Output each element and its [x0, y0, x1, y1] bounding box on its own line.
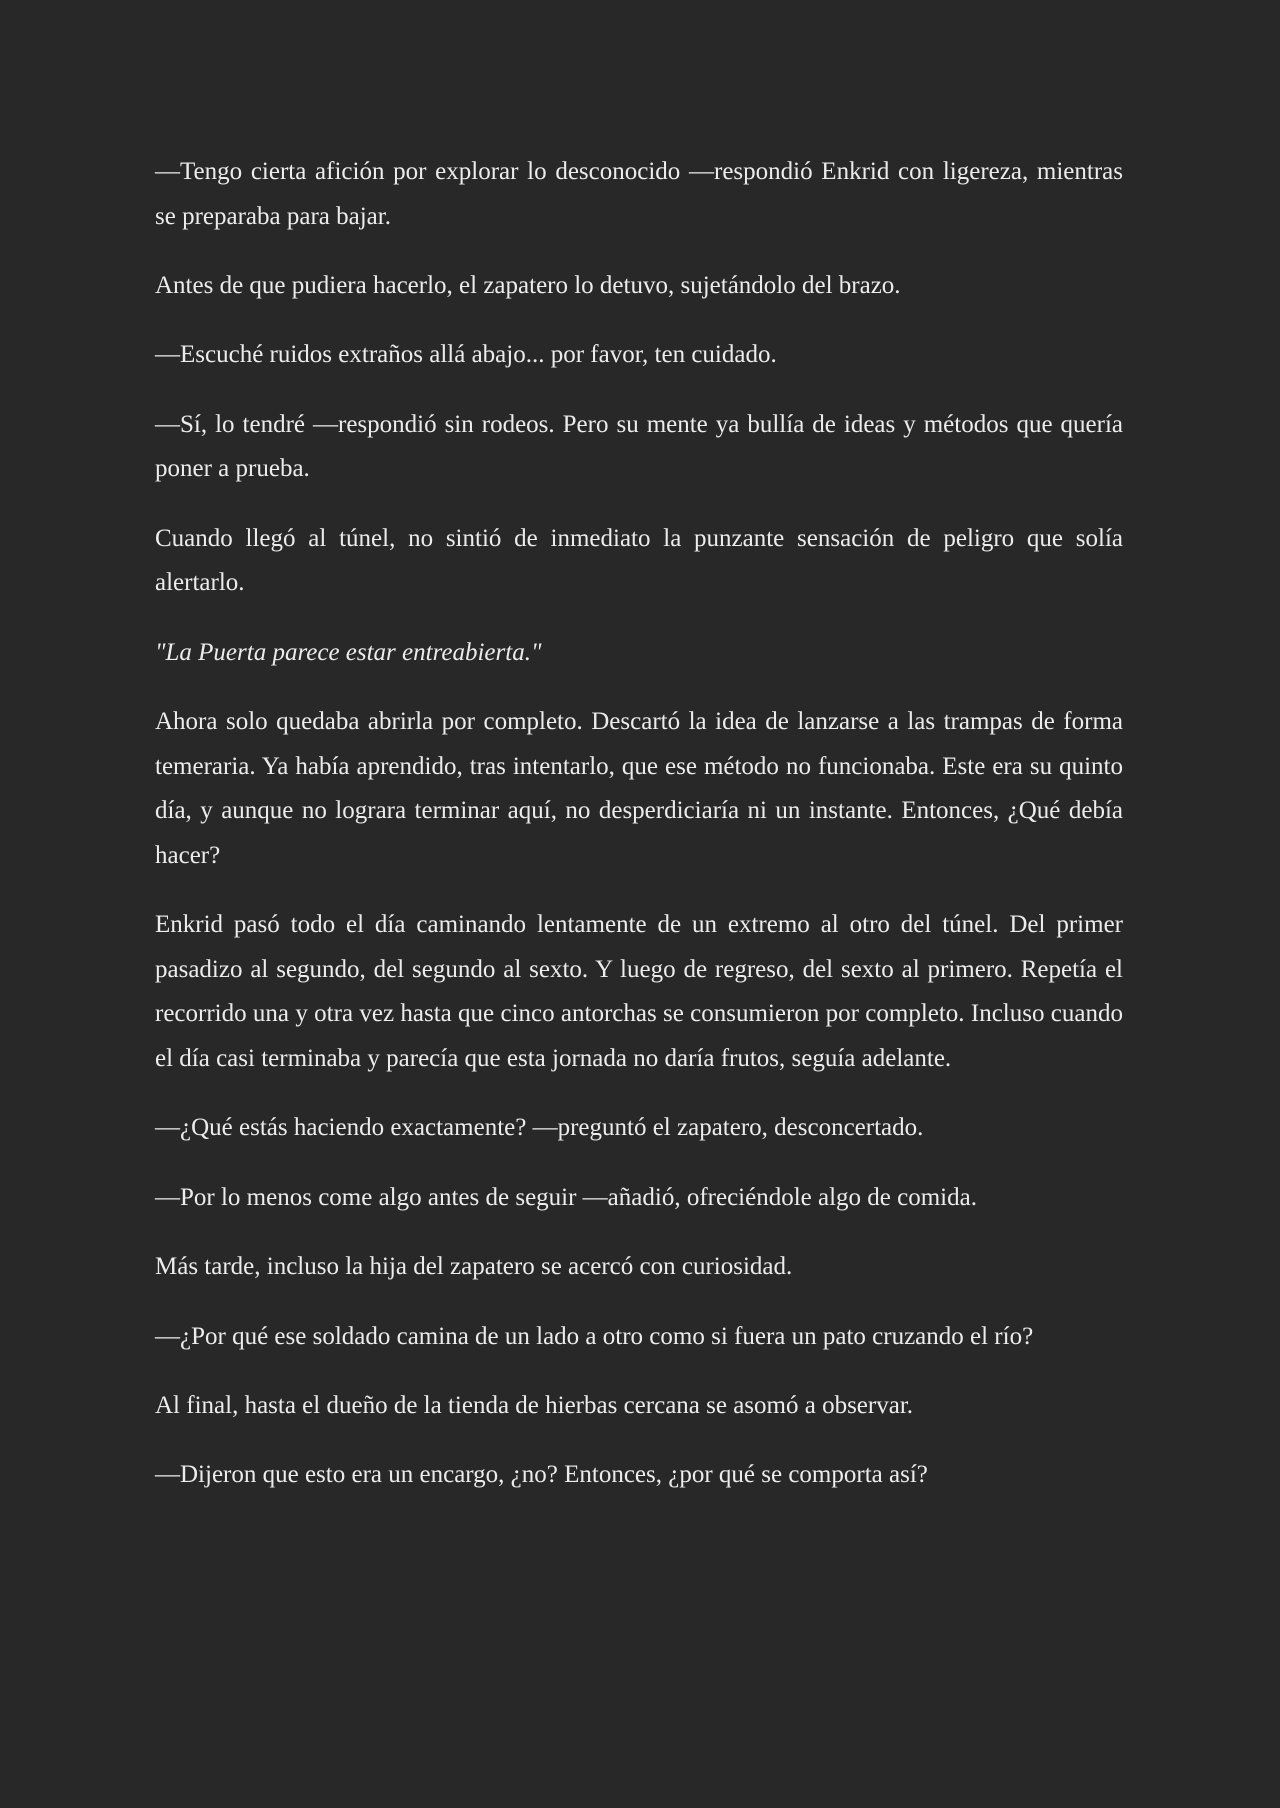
reading-pane [155, 150, 1123, 1523]
paragraph: Antes de que pudiera hacerlo, el zapatero lo detuvo, sujetándolo del brazo. [155, 271, 901, 299]
paragraph: —¿Por qué ese soldado camina de un lado a otro como si fuera un pato cruzando el río? [155, 1322, 1034, 1350]
paragraph: —Escuché ruidos extraños allá abajo... por favor, ten cuidado. [155, 341, 777, 369]
paragraph: —Dijeron que esto era un encargo, ¿no? Entonces, ¿por qué se comporta así? [155, 1461, 928, 1489]
paragraph: Más tarde, incluso la hija del zapatero se acercó con curiosidad. [155, 1253, 793, 1281]
paragraph: Enkrid pasó todo el día caminando lentamente de un extremo al otro del túnel. Del primer pasadizo al segundo, del segundo al sexto. Y luego de regreso, del sexto al primero. Repetía el recorrido una y otra vez hasta que cinco antorchas se consumieron por completo. Incluso cuando el día casi terminaba y parecía que esta jornada no daría frutos, seguía adelante. [155, 911, 1123, 1073]
paragraph: Al final, hasta el dueño de la tienda de hierbas cercana se asomó a observar. [155, 1392, 914, 1420]
paragraph: —¿Qué estás haciendo exactamente? —preguntó el zapatero, desconcertado. [155, 1114, 924, 1142]
paragraph: —Por lo menos come algo antes de seguir —añadió, ofreciéndole algo de comida. [155, 1183, 977, 1211]
paragraph: —Sí, lo tendré —respondió sin rodeos. Pero su mente ya bullía de ideas y métodos que quería poner a prueba. [155, 410, 1123, 483]
paragraph: —Tengo cierta afición por explorar lo desconocido —respondió Enkrid con ligereza, mientras se preparaba para bajar. [155, 158, 1123, 230]
paragraph: Cuando llegó al túnel, no sintió de inmediato la punzante sensación de peligro que solía alertarlo. [155, 524, 1123, 597]
paragraph-thought: "La Puerta parece estar entreabierta." [155, 638, 542, 666]
paragraph: Ahora solo quedaba abrirla por completo. Descartó la idea de lanzarse a las trampas de forma temeraria. Ya había aprendido, tras intentarlo, que ese método no funcionaba. Este era su quinto día, y aunque no lograra terminar aquí, no desperdiciaría ni un instante. Entonces, ¿Qué debía hacer? [155, 708, 1123, 869]
